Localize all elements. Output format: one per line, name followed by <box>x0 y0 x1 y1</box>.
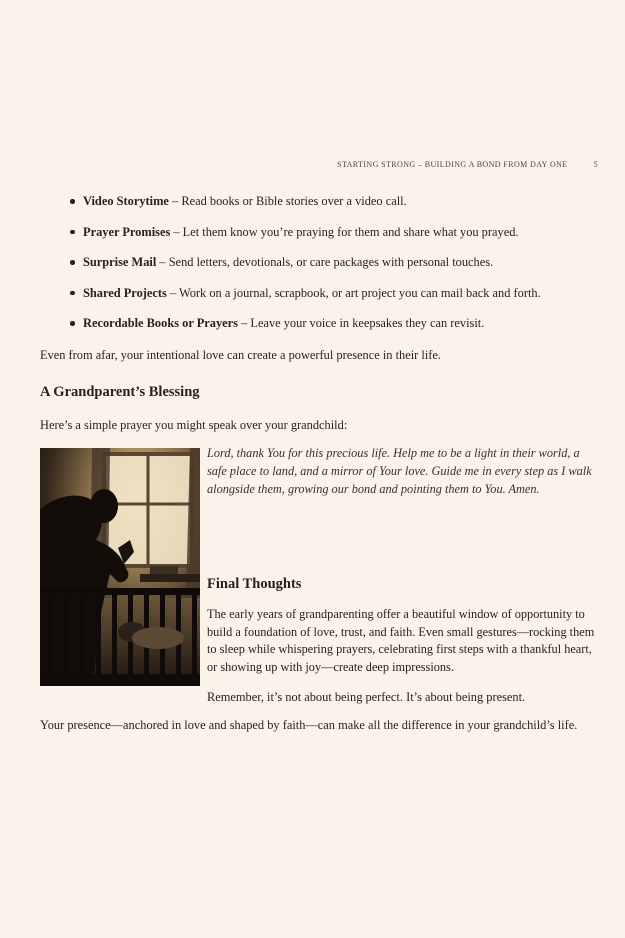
final-thoughts-paragraph: The early years of grandparenting offer a beautiful window of opportunity to build a foundation of love, trust, and faith. Even small gestures—rocking them to sleep while whispering prayers, celebrating first steps with a thankful heart, or showing up with joy—create deep impressions. <box>207 607 595 675</box>
list-item-title: Prayer Promises <box>83 224 171 239</box>
page-number: 5 <box>593 160 598 169</box>
list-item-title: Surprise Mail <box>83 255 157 269</box>
bullet-icon <box>70 199 75 204</box>
bullet-icon <box>70 291 75 296</box>
list-item-text: – Leave your voice in keepsakes they can revisit. <box>237 316 485 330</box>
list-item <box>70 314 610 345</box>
running-title: STARTING STRONG – BUILDING A BOND FROM DAY ONE <box>337 160 568 169</box>
praying-grandparent-illustration <box>40 448 200 686</box>
blessing-heading: A Grandparent’s Blessing <box>40 384 200 400</box>
running-header <box>337 160 598 169</box>
afar-paragraph: Even from afar, your intentional love can create a powerful presence in their life. <box>40 348 441 362</box>
list-item-title: Recordable Books or Prayers <box>83 316 238 330</box>
list-item-text: – Read books or Bible stories over a video call. <box>168 194 407 208</box>
blessing-intro: Here’s a simple prayer you might speak over your grandchild: <box>40 418 348 432</box>
final-thoughts-heading: Final Thoughts <box>207 576 302 592</box>
bullet-icon <box>70 321 75 326</box>
tips-list <box>70 192 610 345</box>
bullet-icon <box>70 230 75 235</box>
list-item-title: Video Storytime <box>83 194 169 208</box>
list-item <box>70 223 610 254</box>
list-item <box>70 253 610 284</box>
list-item-title: Shared Projects <box>83 285 167 300</box>
closing-paragraph: Your presence—anchored in love and shaped by faith—can make all the difference in your grandchild’s life. <box>40 718 578 732</box>
list-item <box>70 192 610 223</box>
remember-paragraph: Remember, it’s not about being perfect. It’s about being present. <box>207 690 526 704</box>
list-item-text: – Let them know you’re praying for them and share what you prayed. <box>170 224 519 239</box>
list-item-text: – Work on a journal, scrapbook, or art project you can mail back and forth. <box>166 285 541 300</box>
bullet-icon <box>70 260 75 265</box>
blessing-prayer: Lord, thank You for this precious life. Help me to be a light in their world, a safe place to land, and a mirror of Your love. Guide me in every step as I walk alongside them, growing our bond and pointing them to You. Amen. <box>207 446 592 496</box>
list-item-text: – Send letters, devotionals, or care packages with personal touches. <box>156 255 494 269</box>
list-item <box>70 284 610 315</box>
